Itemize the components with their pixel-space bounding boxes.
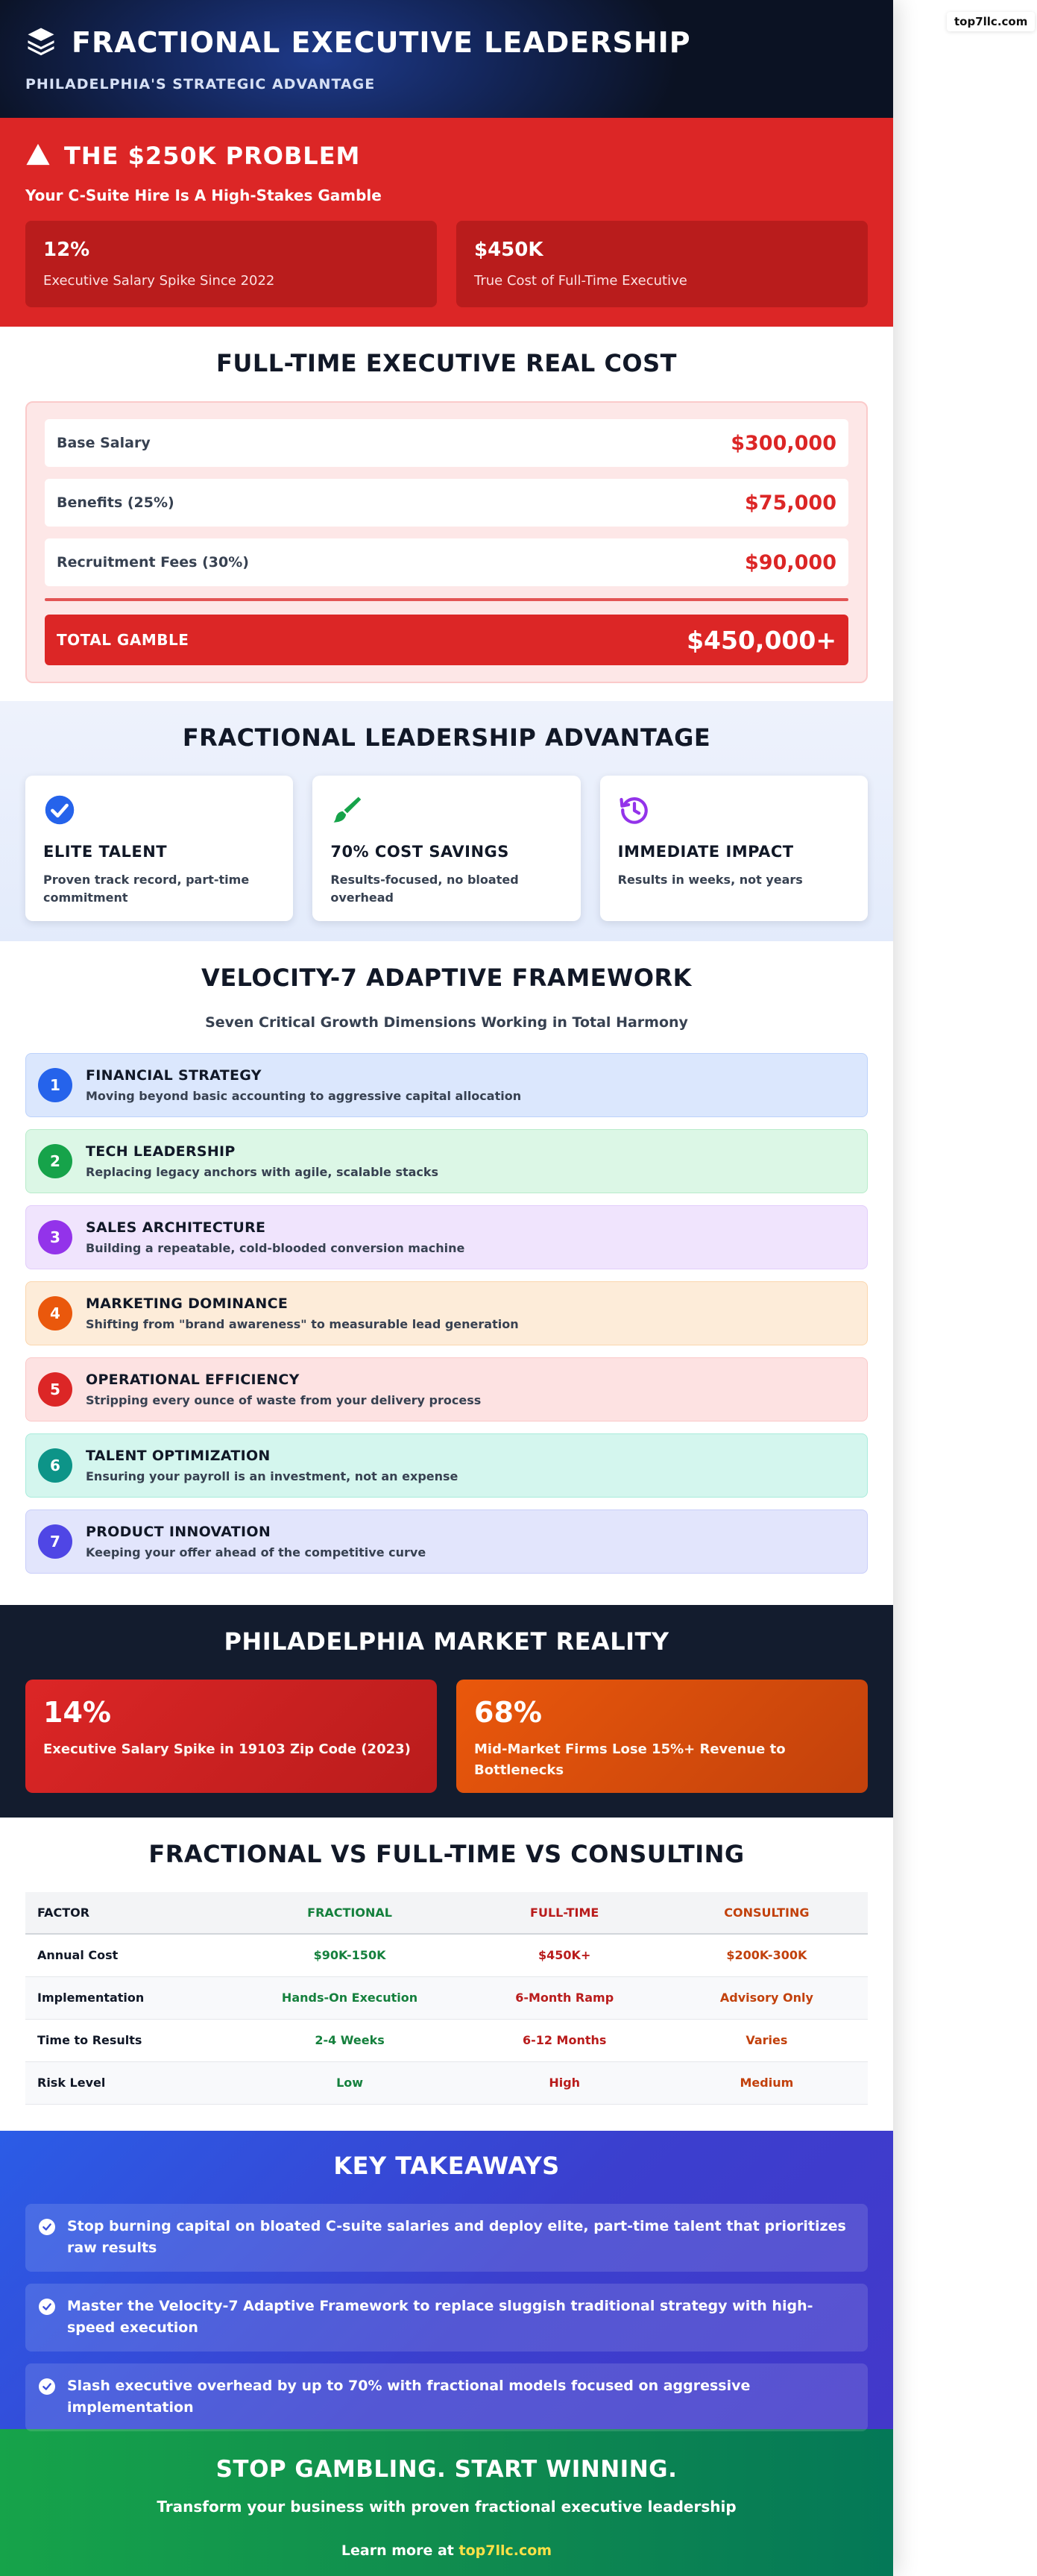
cost-row	[45, 538, 848, 586]
column-header: FRACTIONAL	[236, 1892, 464, 1934]
step-number-badge: 2	[38, 1144, 72, 1178]
cost-row	[45, 479, 848, 527]
takeaway-item	[25, 2284, 868, 2352]
problem-section	[0, 118, 893, 327]
framework-subtitle: Seven Critical Growth Dimensions Working in Total Harmony	[205, 1014, 688, 1031]
market-stat-label: Mid-Market Firms Lose 15%+ Revenue to Bottlenecks	[474, 1741, 786, 1778]
step-number-badge: 4	[38, 1296, 72, 1331]
framework-item-desc: Shifting from "brand awareness" to measurable lead generation	[86, 1317, 519, 1331]
table-cell: 6-12 Months	[464, 2019, 666, 2061]
market-section	[0, 1605, 893, 1818]
problem-title: THE $250K PROBLEM	[64, 142, 361, 170]
table-header-row	[25, 1892, 868, 1934]
comparison-section	[0, 1818, 893, 2131]
table-cell: 6-Month Ramp	[464, 1976, 666, 2019]
table-cell: $200K-300K	[666, 1934, 868, 1976]
market-stat-value: 14%	[43, 1696, 111, 1729]
real-cost-section	[0, 327, 893, 701]
advantage-section	[0, 701, 893, 941]
framework-item-desc: Keeping your offer ahead of the competitive curve	[86, 1545, 426, 1559]
market-stat-value: 68%	[474, 1696, 542, 1729]
framework-item-desc: Moving beyond basic accounting to aggressive capital allocation	[86, 1089, 522, 1103]
framework-item-title: TALENT OPTIMIZATION	[86, 1448, 271, 1464]
table-cell: $450K+	[464, 1934, 666, 1976]
stat-card	[25, 221, 437, 307]
section-title: PHILADELPHIA MARKET REALITY	[224, 1627, 669, 1656]
advantage-card	[312, 776, 580, 921]
table-cell: Annual Cost	[25, 1934, 236, 1976]
stat-value: 12%	[43, 239, 90, 261]
table-row	[25, 1934, 868, 1976]
stat-label: True Cost of Full-Time Executive	[474, 273, 687, 289]
cta-subtitle: Transform your business with proven fractional executive leadership	[157, 2498, 737, 2516]
framework-item-desc: Stripping every ounce of waste from your delivery process	[86, 1393, 482, 1407]
column-header: FULL-TIME	[464, 1892, 666, 1934]
framework-item-desc: Replacing legacy anchors with agile, scalable stacks	[86, 1165, 439, 1179]
column-header: CONSULTING	[666, 1892, 868, 1934]
framework-list	[25, 1053, 868, 1574]
cta-link-line	[25, 2542, 868, 2559]
stat-label: Executive Salary Spike Since 2022	[43, 273, 275, 289]
section-title: FRACTIONAL VS FULL-TIME VS CONSULTING	[148, 1840, 745, 1868]
framework-item-desc: Ensuring your payroll is an investment, not an expense	[86, 1469, 458, 1483]
table-row	[25, 1976, 868, 2019]
section-title: FRACTIONAL LEADERSHIP ADVANTAGE	[182, 723, 711, 752]
layers-icon	[25, 25, 57, 60]
framework-item-title: FINANCIAL STRATEGY	[86, 1067, 262, 1084]
cost-label: Recruitment Fees (30%)	[57, 554, 249, 571]
cost-breakdown	[25, 401, 868, 683]
page-title: FRACTIONAL EXECUTIVE LEADERSHIP	[72, 26, 691, 59]
framework-item-desc: Building a repeatable, cold-blooded conversion machine	[86, 1241, 465, 1255]
takeaway-item	[25, 2204, 868, 2272]
table-cell: Varies	[666, 2019, 868, 2061]
framework-section	[0, 941, 893, 1605]
framework-item	[25, 1129, 868, 1193]
page-subtitle: PHILADELPHIA'S STRATEGIC ADVANTAGE	[25, 76, 376, 92]
table-cell: Low	[236, 2061, 464, 2104]
stat-value: $450K	[474, 239, 543, 261]
table-cell: Advisory Only	[666, 1976, 868, 2019]
framework-item	[25, 1205, 868, 1269]
market-stat-label: Executive Salary Spike in 19103 Zip Code (2023)	[43, 1741, 411, 1757]
framework-item-title: OPERATIONAL EFFICIENCY	[86, 1372, 300, 1388]
column-header: FACTOR	[25, 1892, 236, 1934]
cost-row	[45, 419, 848, 467]
framework-item-title: PRODUCT INNOVATION	[86, 1524, 271, 1540]
divider	[45, 598, 848, 601]
section-title: FULL-TIME EXECUTIVE REAL COST	[216, 349, 677, 377]
cta-link-prefix: Learn more at	[341, 2542, 454, 2559]
cost-value: $90,000	[745, 550, 836, 574]
framework-item	[25, 1281, 868, 1345]
header-banner	[0, 0, 893, 118]
section-title: VELOCITY-7 ADAPTIVE FRAMEWORK	[201, 964, 692, 992]
comparison-table	[25, 1892, 868, 2105]
table-cell: Time to Results	[25, 2019, 236, 2061]
step-number-badge: 3	[38, 1220, 72, 1254]
framework-item-title: TECH LEADERSHIP	[86, 1143, 236, 1160]
market-stat-card	[456, 1680, 868, 1793]
advantage-desc: Results-focused, no bloated overhead	[330, 873, 519, 905]
advantage-title: 70% COST SAVINGS	[330, 843, 509, 861]
step-number-badge: 1	[38, 1068, 72, 1102]
takeaway-item	[25, 2363, 868, 2431]
table-row	[25, 2019, 868, 2061]
total-label: TOTAL GAMBLE	[57, 631, 189, 649]
table-row	[25, 2061, 868, 2104]
advantage-card	[25, 776, 293, 921]
advantage-desc: Results in weeks, not years	[617, 873, 803, 887]
problem-subtitle: Your C-Suite Hire Is A High-Stakes Gamble	[25, 186, 382, 204]
cost-total	[45, 615, 848, 665]
section-title: KEY TAKEAWAYS	[333, 2152, 560, 2180]
step-number-badge: 7	[38, 1524, 72, 1559]
check-icon	[39, 2378, 55, 2395]
check-icon	[39, 2219, 55, 2235]
table-cell: High	[464, 2061, 666, 2104]
cost-value: $300,000	[731, 431, 836, 455]
cost-label: Base Salary	[57, 435, 151, 451]
cost-label: Benefits (25%)	[57, 494, 174, 511]
website-link[interactable]: top7llc.com	[458, 2542, 552, 2559]
table-cell: Hands-On Execution	[236, 1976, 464, 2019]
check-icon	[39, 2299, 55, 2315]
framework-item	[25, 1433, 868, 1498]
stat-card	[456, 221, 868, 307]
advantage-desc: Proven track record, part-time commitment	[43, 873, 250, 905]
check-circle-icon	[43, 794, 76, 826]
advantage-title: ELITE TALENT	[43, 843, 168, 861]
takeaways-section	[0, 2131, 893, 2429]
paintbrush-icon	[330, 794, 363, 826]
table-cell: 2-4 Weeks	[236, 2019, 464, 2061]
takeaway-text: Master the Velocity-7 Adaptive Framework to replace sluggish traditional strategy with high-speed execution	[67, 2297, 813, 2337]
advantage-title: IMMEDIATE IMPACT	[617, 843, 794, 861]
framework-item	[25, 1510, 868, 1574]
table-cell: Risk Level	[25, 2061, 236, 2104]
cta-section	[0, 2429, 893, 2576]
framework-item-title: SALES ARCHITECTURE	[86, 1219, 266, 1236]
takeaway-text: Slash executive overhead by up to 70% with fractional models focused on aggressive implementation	[67, 2377, 751, 2416]
table-cell: Medium	[666, 2061, 868, 2104]
warning-icon	[25, 142, 51, 169]
brand-label[interactable]: top7llc.com	[947, 12, 1035, 31]
framework-item	[25, 1357, 868, 1421]
takeaway-text: Stop burning capital on bloated C-suite salaries and deploy elite, part-time talent that prioritizes raw results	[67, 2218, 846, 2257]
table-cell: $90K-150K	[236, 1934, 464, 1976]
framework-item-title: MARKETING DOMINANCE	[86, 1295, 289, 1312]
step-number-badge: 5	[38, 1372, 72, 1407]
table-cell: Implementation	[25, 1976, 236, 2019]
market-stat-card	[25, 1680, 437, 1793]
cta-title: STOP GAMBLING. START WINNING.	[215, 2456, 678, 2483]
cost-value: $75,000	[745, 491, 836, 515]
history-clock-icon	[618, 794, 651, 826]
advantage-card	[600, 776, 868, 921]
total-value: $450,000+	[687, 625, 836, 655]
framework-item	[25, 1053, 868, 1117]
step-number-badge: 6	[38, 1448, 72, 1483]
